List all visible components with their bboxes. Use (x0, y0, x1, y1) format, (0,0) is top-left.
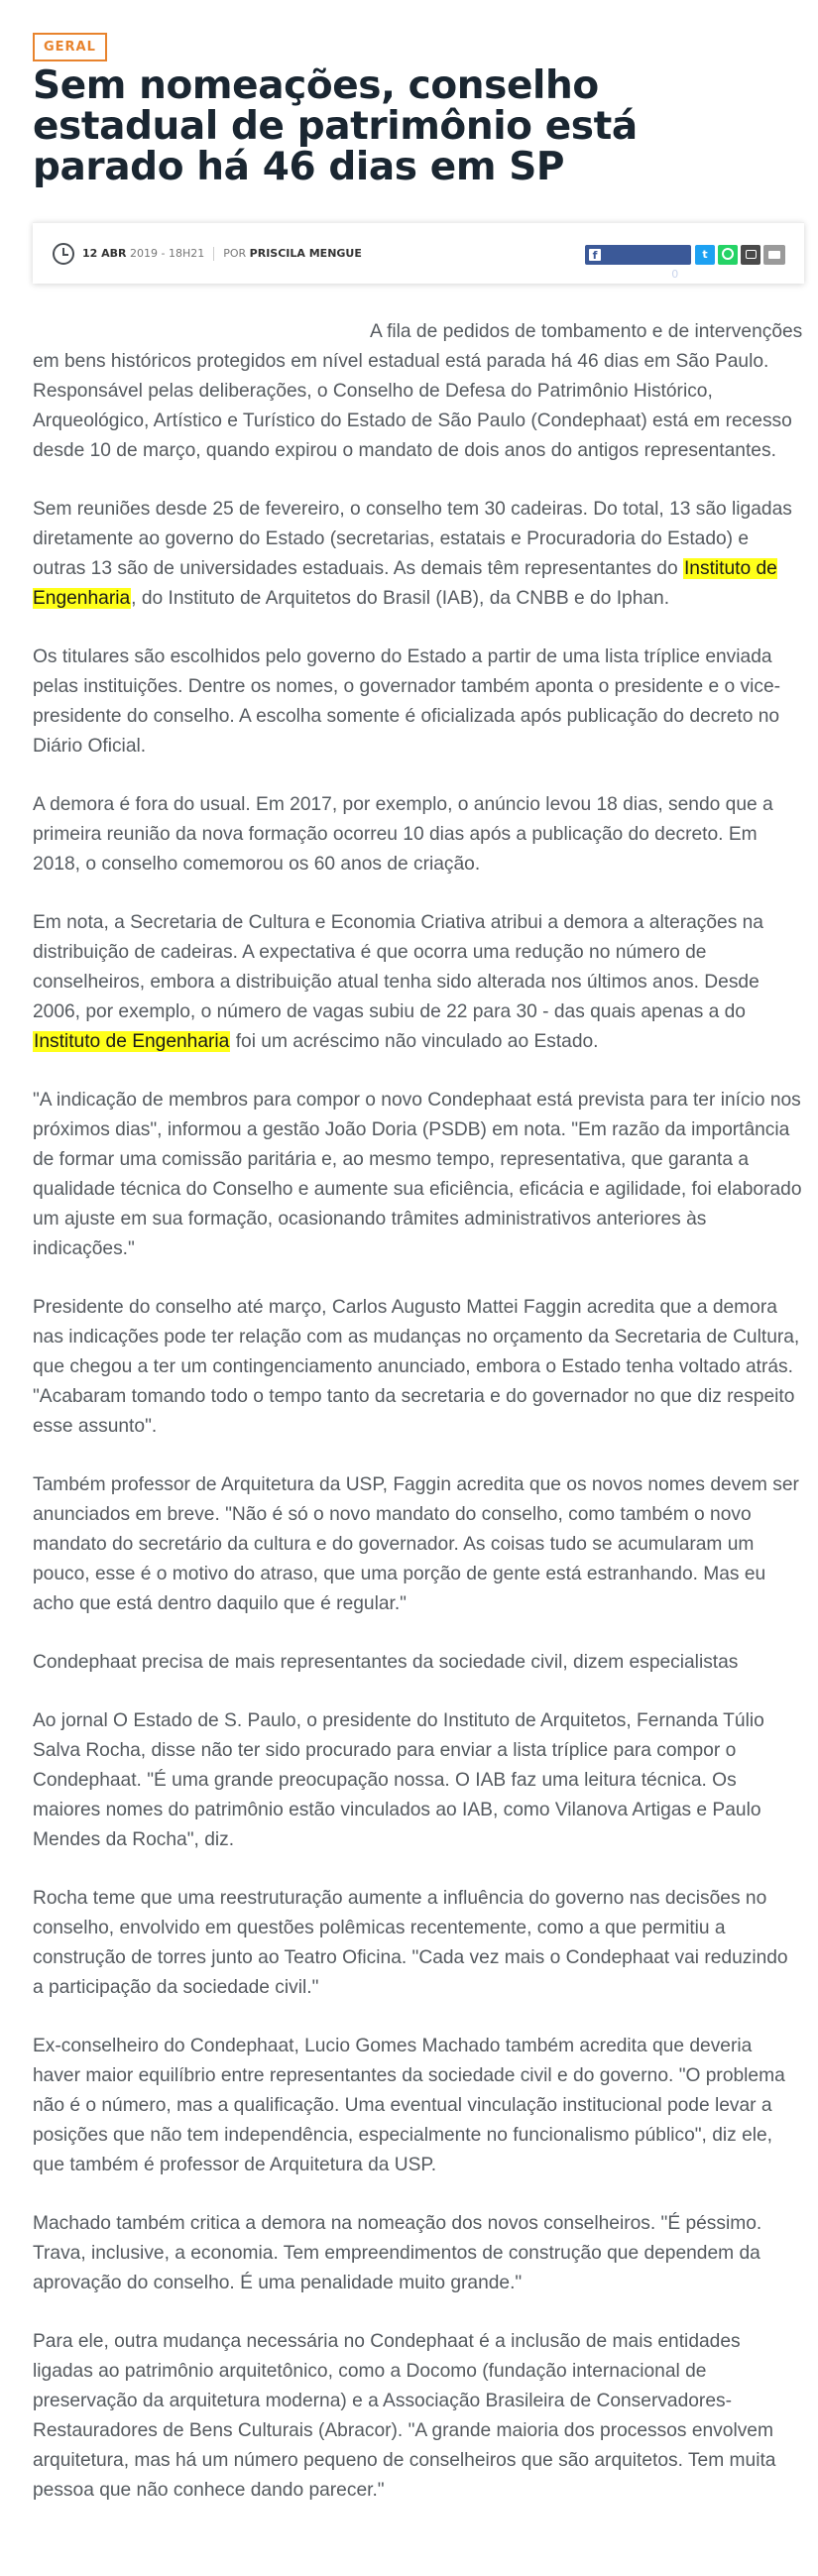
highlighted-term[interactable]: Instituto de Engenharia (34, 1031, 230, 1052)
paragraph (33, 908, 803, 1057)
paragraph-text: , do Instituto de Arquitetos do Brasil (IAB), da CNBB e do Iphan. (131, 588, 670, 609)
twitter-icon: t (702, 248, 708, 261)
facebook-share-label: Compartilhar (589, 268, 670, 281)
paragraph: A demora é fora do usual. Em 2017, por exemplo, o anúncio levou 18 dias, sendo que a primeira reunião da nova formação ocorreu 10 dias após a publicação do decreto. Em 2018, o conselho comemorou os 60 anos de criação. (33, 794, 773, 875)
author-name[interactable]: PRISCILA MENGUE (249, 247, 362, 260)
author-prefix: POR (223, 247, 250, 260)
article-meta (82, 246, 362, 262)
whatsapp-icon (722, 248, 734, 260)
highlighted-term[interactable]: Instituto de Engenharia (33, 558, 777, 609)
message-share-button[interactable] (741, 245, 760, 265)
meta-divider (213, 247, 214, 261)
whatsapp-share-button[interactable] (718, 245, 738, 265)
speech-bubble-icon (746, 250, 757, 259)
printer-icon (768, 251, 780, 259)
paragraph-text: Sem reuniões desde 25 de fevereiro, o conselho tem 30 cadeiras. Do total, 13 são ligadas diretamente ao governo do Estado (secretarias, estatais e Procuradoria do Estado) e outras 13 são de universidades estaduais. As demais têm representantes do (33, 499, 792, 579)
paragraph: Presidente do conselho até março, Carlos Augusto Mattei Faggin acredita que a demora nas indicações pode ter relação com as mudanças no orçamento da Secretaria de Cultura, que chegou a ter um contingenciamento anunciado, embora o Estado tenha voltado atrás. "Acabaram tomando todo o tempo tanto da secretaria e do governador no que diz respeito esse assunto". (33, 1297, 800, 1437)
paragraph-text: Em nota, a Secretaria de Cultura e Economia Criativa atribui a demora a alterações na distribuição de cadeiras. A expectativa é que ocorra uma redução no número de conselheiros, embora a distribuição atual tenha sido alterada nos últimos anos. Desde 2006, por exemplo, o número de vagas subiu de 22 para 30 - das quais apenas a do (33, 912, 763, 1022)
category-tag[interactable]: GERAL (33, 33, 107, 61)
paragraph: Os titulares são escolhidos pelo governo do Estado a partir de uma lista tríplice enviada pelas instituições. Dentre os nomes, o governador também aponta o presidente e o vice-presidente do conselho. A escolha somente é oficializada após publicação do decreto no Diário Oficial. (33, 646, 781, 757)
paragraph: Também professor de Arquitetura da USP, Faggin acredita que os novos nomes devem ser anunciados em breve. "Não é só o novo mandato do conselho, como também o novo mandato do secretário da cultura e do governador. As coisas tudo se acumularam um pouco, esse é o motivo do atraso, que uma porção de gente está estranhando. Mas eu acho que está dentro daquilo que é regular." (33, 1474, 799, 1614)
paragraph: Machado também critica a demora na nomeação dos novos conselheiros. "É péssimo. Trava, inclusive, a economia. Tem empreendimentos de construção que dependem da aprovação do conselho. É uma penalidade muito grande." (33, 2213, 762, 2293)
twitter-share-button[interactable] (695, 245, 715, 265)
clock-icon (53, 243, 74, 265)
paragraph: Ao jornal O Estado de S. Paulo, o presidente do Instituto de Arquitetos, Fernanda Túlio Salva Rocha, disse não ter sido procurado para enviar a lista tríplice para compor o Condephaat. "É uma grande preocupação nossa. O IAB faz uma leitura técnica. Os maiores nomes do patrimônio estão vinculados ao IAB, como Vilanova Artigas e Paulo Mendes da Rocha", diz. (33, 1710, 764, 1850)
facebook-share-button[interactable] (585, 245, 691, 281)
paragraph (33, 495, 803, 614)
facebook-share-count: 0 (671, 268, 679, 281)
subheading: Condephaat precisa de mais representantes da sociedade civil, dizem especialistas (33, 1652, 739, 1673)
article-meta-bar (33, 222, 804, 284)
publish-time: 2019 - 18H21 (126, 247, 205, 260)
paragraph-text: foi um acréscimo não vinculado ao Estado. (230, 1031, 599, 1052)
print-button[interactable] (763, 245, 785, 265)
paragraph: "A indicação de membros para compor o novo Condephaat está prevista para ter início nos próximos dias", informou a gestão João Doria (PSDB) em nota. "Em razão da importância de formar uma comissão paritária e, ao mesmo tempo, representativa, que garanta a qualidade técnica do Conselho e aumente sua eficiência, eficácia e agilidade, foi elaborado um ajuste em sua formação, ocasionando trâmites administrativos anteriores às indicações." (33, 1090, 802, 1259)
paragraph: A fila de pedidos de tombamento e de intervenções em bens históricos protegidos em nível estadual está parada há 46 dias em São Paulo. Responsável pelas deliberações, o Conselho de Defesa do Patrimônio Histórico, Arqueológico, Artístico e Turístico do Estado de São Paulo (Condephaat) está em recesso desde 10 de março, quando expirou o mandato de dois anos do antigos representantes. (33, 321, 803, 461)
paragraph: Para ele, outra mudança necessária no Condephaat é a inclusão de mais entidades ligadas ao patrimônio arquitetônico, como a Docomo (fundação internacional de preservação da arquitetura moderna) e a Associação Brasileira de Conservadores-Restauradores de Bens Culturais (Abracor). "A grande maioria dos processos envolvem arquitetura, mas há um número pequeno de conselheiros que são arquitetos. Tem muita pessoa que não conhece dando parecer." (33, 2331, 776, 2501)
article-body (33, 317, 803, 2534)
paragraph: Rocha teme que uma reestruturação aumente a influência do governo nas decisões no conselho, envolvido em questões polêmicas recentemente, como a que permitiu a construção de torres junto ao Teatro Oficina. "Cada vez mais o Condephaat vai reduzindo a participação da sociedade civil." (33, 1888, 788, 1998)
paragraph: Ex-conselheiro do Condephaat, Lucio Gomes Machado também acredita que deveria haver maior equilíbrio entre representantes da sociedade civil e do governo. "O problema não é o número, mas a qualificação. Uma eventual vinculação institucional pode levar a posições que não tem independência, especialmente no funcionalismo público", diz ele, que também é professor de Arquitetura da USP. (33, 2036, 785, 2175)
facebook-icon: f (589, 249, 601, 261)
publish-date: 12 ABR (82, 247, 127, 260)
article-headline: Sem nomeações, conselho estadual de patrimônio está parado há 46 dias em SP (33, 63, 638, 189)
